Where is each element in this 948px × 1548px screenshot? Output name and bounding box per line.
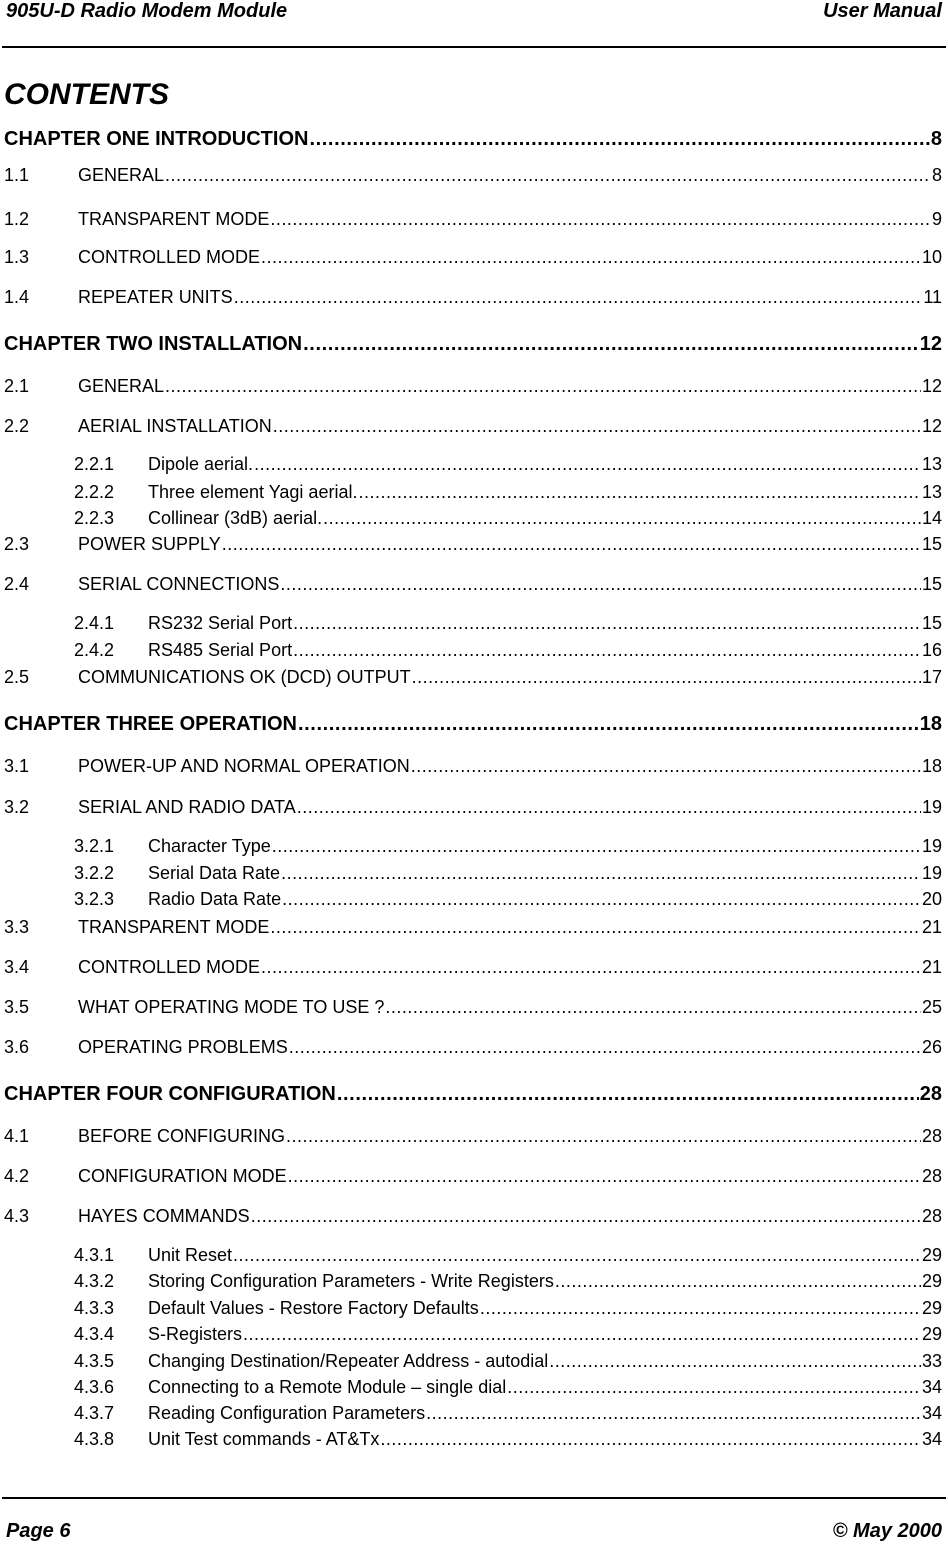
toc-page-number: 19 bbox=[921, 863, 942, 883]
toc-section-entry[interactable] bbox=[4, 914, 942, 938]
toc-entry-number: 3.6 bbox=[4, 1037, 30, 1057]
toc-page-number: 28 bbox=[921, 1166, 942, 1186]
toc-section-entry[interactable] bbox=[4, 413, 942, 437]
page-header bbox=[6, 0, 942, 26]
toc-dot-leader bbox=[480, 1297, 921, 1319]
toc-subsection-entry[interactable] bbox=[4, 860, 942, 884]
toc-page-number: 28 bbox=[921, 1126, 942, 1146]
toc-section-entry[interactable] bbox=[4, 794, 942, 818]
toc-dot-leader bbox=[293, 639, 921, 661]
toc-page-number: 25 bbox=[921, 997, 942, 1017]
toc-section-entry[interactable] bbox=[4, 954, 942, 978]
toc-page-number: 12 bbox=[919, 333, 942, 355]
toc-entry-number: 3.2.3 bbox=[74, 889, 115, 909]
page-title: CONTENTS bbox=[4, 78, 169, 111]
toc-entry-number: 1.4 bbox=[4, 287, 30, 307]
toc-entry-number: 1.2 bbox=[4, 209, 30, 229]
toc-page-number: 18 bbox=[919, 713, 942, 735]
toc-dot-leader bbox=[385, 996, 921, 1018]
toc-page-number: 19 bbox=[921, 797, 942, 817]
toc-entry-number: 2.3 bbox=[4, 534, 30, 554]
toc-entry-title: SERIAL AND RADIO DATA bbox=[78, 797, 296, 817]
toc-chapter-entry[interactable] bbox=[4, 331, 942, 355]
toc-dot-leader bbox=[282, 888, 921, 910]
toc-subsection-entry[interactable] bbox=[4, 637, 942, 661]
toc-entry-title: COMMUNICATIONS OK (DCD) OUTPUT bbox=[78, 667, 411, 687]
toc-page-number: 28 bbox=[921, 1206, 942, 1226]
toc-dot-leader bbox=[251, 1205, 921, 1227]
toc-entry-number: 3.3 bbox=[4, 917, 30, 937]
toc-page-number: 34 bbox=[921, 1429, 942, 1449]
toc-subsection-entry[interactable] bbox=[4, 1348, 942, 1372]
toc-entry-number: 4.3.1 bbox=[74, 1245, 115, 1265]
toc-page-number: 18 bbox=[921, 756, 942, 776]
toc-entry-title: Connecting to a Remote Module – single dial bbox=[148, 1377, 507, 1397]
toc-entry-title: CHAPTER ONE INTRODUCTION bbox=[4, 128, 309, 150]
toc-dot-leader bbox=[261, 956, 921, 978]
toc-entry-title: Three element Yagi aerial. bbox=[148, 482, 358, 502]
toc-entry-title: CONTROLLED MODE bbox=[78, 247, 261, 267]
toc-entry-number: 3.2.2 bbox=[74, 863, 115, 883]
toc-entry-title: Changing Destination/Repeater Address - autodial bbox=[148, 1351, 549, 1371]
toc-subsection-entry[interactable] bbox=[4, 451, 942, 475]
toc-entry-number: 4.3.4 bbox=[74, 1324, 115, 1344]
toc-page-number: 29 bbox=[921, 1245, 942, 1265]
toc-dot-leader bbox=[286, 1125, 921, 1147]
toc-dot-leader bbox=[507, 1376, 921, 1398]
toc-entry-number: 2.4 bbox=[4, 574, 30, 594]
toc-dot-leader bbox=[165, 375, 921, 397]
toc-subsection-entry[interactable] bbox=[4, 1268, 942, 1292]
toc-entry-title: Serial Data Rate bbox=[148, 863, 281, 883]
header-doc-type: User Manual bbox=[823, 0, 942, 22]
toc-page-number: 34 bbox=[921, 1403, 942, 1423]
toc-entry-title: RS232 Serial Port bbox=[148, 613, 293, 633]
toc-section-entry[interactable] bbox=[4, 373, 942, 397]
toc-entry-title: BEFORE CONFIGURING bbox=[78, 1126, 286, 1146]
toc-entry-number: 3.4 bbox=[4, 957, 30, 977]
toc-dot-leader bbox=[293, 612, 921, 634]
toc-page-number: 21 bbox=[921, 917, 942, 937]
toc-dot-leader bbox=[261, 246, 921, 268]
toc-entry-number: 4.3.2 bbox=[74, 1271, 115, 1291]
toc-page-number: 12 bbox=[921, 416, 942, 436]
toc-entry-title: AERIAL INSTALLATION bbox=[78, 416, 272, 436]
toc-entry-number: 4.3.5 bbox=[74, 1351, 115, 1371]
toc-entry-number: 1.1 bbox=[4, 165, 30, 185]
toc-chapter-entry[interactable] bbox=[4, 711, 942, 735]
toc-entry-number: 2.2 bbox=[4, 416, 30, 436]
toc-entry-number: 2.2.3 bbox=[74, 508, 115, 528]
toc-page-number: 9 bbox=[931, 209, 942, 229]
toc-dot-leader bbox=[358, 481, 921, 503]
toc-entry-title: Reading Configuration Parameters bbox=[148, 1403, 426, 1423]
footer-rule bbox=[2, 1497, 946, 1499]
toc-dot-leader bbox=[298, 713, 919, 735]
toc-dot-leader bbox=[165, 164, 931, 186]
toc-entry-title: REPEATER UNITS bbox=[78, 287, 233, 307]
toc-section-entry[interactable] bbox=[4, 994, 942, 1018]
toc-entry-title: S-Registers bbox=[148, 1324, 243, 1344]
toc-entry-title: GENERAL bbox=[78, 165, 165, 185]
toc-page-number: 26 bbox=[921, 1037, 942, 1057]
toc-entry-number: 2.1 bbox=[4, 376, 30, 396]
toc-entry-number: 4.3.3 bbox=[74, 1298, 115, 1318]
toc-section-entry[interactable] bbox=[4, 1034, 942, 1058]
toc-page-number: 15 bbox=[921, 534, 942, 554]
toc-page-number: 21 bbox=[921, 957, 942, 977]
toc-entry-number: 3.5 bbox=[4, 997, 30, 1017]
header-rule bbox=[2, 46, 946, 48]
toc-page-number: 33 bbox=[921, 1351, 942, 1371]
toc-page-number: 8 bbox=[931, 165, 942, 185]
toc-entry-number: 2.5 bbox=[4, 667, 30, 687]
toc-section-entry[interactable] bbox=[4, 571, 942, 595]
toc-section-entry[interactable] bbox=[4, 1203, 942, 1227]
toc-page-number: 29 bbox=[921, 1324, 942, 1344]
toc-section-entry[interactable] bbox=[4, 206, 942, 230]
toc-entry-number: 2.2.2 bbox=[74, 482, 115, 502]
toc-entry-number: 3.2.1 bbox=[74, 836, 115, 856]
toc-page-number: 11 bbox=[923, 287, 942, 307]
toc-entry-title: Collinear (3dB) aerial. bbox=[148, 508, 323, 528]
toc-entry-title: Unit Reset bbox=[148, 1245, 233, 1265]
page-footer bbox=[6, 1520, 942, 1546]
toc-page-number: 12 bbox=[921, 376, 942, 396]
toc-dot-leader bbox=[323, 507, 921, 529]
toc-page-number: 29 bbox=[921, 1298, 942, 1318]
toc-section-entry[interactable] bbox=[4, 244, 942, 268]
toc-entry-title: GENERAL bbox=[78, 376, 165, 396]
toc-dot-leader bbox=[337, 1083, 919, 1105]
toc-dot-leader bbox=[288, 1165, 921, 1187]
toc-dot-leader bbox=[281, 862, 921, 884]
toc-entry-number: 1.3 bbox=[4, 247, 30, 267]
toc-page-number: 34 bbox=[921, 1377, 942, 1397]
toc-entry-title: CHAPTER THREE OPERATION bbox=[4, 713, 297, 735]
toc-subsection-entry[interactable] bbox=[4, 479, 942, 503]
toc-entry-title: CHAPTER FOUR CONFIGURATION bbox=[4, 1083, 336, 1105]
toc-subsection-entry[interactable] bbox=[4, 833, 942, 857]
toc-entry-number: 4.2 bbox=[4, 1166, 30, 1186]
toc-dot-leader bbox=[234, 286, 923, 308]
toc-page-number: 16 bbox=[921, 640, 942, 660]
toc-section-entry[interactable] bbox=[4, 162, 942, 186]
toc-page-number: 28 bbox=[919, 1083, 942, 1105]
toc-entry-number: 4.3.6 bbox=[74, 1377, 115, 1397]
toc-page-number: 13 bbox=[921, 454, 942, 474]
toc-entry-title: TRANSPARENT MODE bbox=[78, 209, 270, 229]
toc-entry-number: 2.2.1 bbox=[74, 454, 115, 474]
toc-dot-leader bbox=[254, 453, 921, 475]
toc-page-number: 29 bbox=[921, 1271, 942, 1291]
toc-dot-leader bbox=[380, 1428, 921, 1450]
footer-date: © May 2000 bbox=[832, 1520, 942, 1542]
toc-dot-leader bbox=[222, 533, 921, 555]
toc-dot-leader bbox=[243, 1323, 921, 1345]
toc-dot-leader bbox=[549, 1350, 921, 1372]
toc-chapter-entry[interactable] bbox=[4, 1081, 942, 1105]
toc-page-number: 14 bbox=[921, 508, 942, 528]
toc-entry-title: Unit Test commands - AT&Tx bbox=[148, 1429, 380, 1449]
toc-entry-title: Character Type bbox=[148, 836, 271, 856]
toc-subsection-entry[interactable] bbox=[4, 1321, 942, 1345]
toc-section-entry[interactable] bbox=[4, 664, 942, 688]
toc-dot-leader bbox=[270, 208, 931, 230]
toc-entry-number: 4.3.8 bbox=[74, 1429, 115, 1449]
toc-dot-leader bbox=[272, 835, 921, 857]
toc-dot-leader bbox=[426, 1402, 921, 1424]
toc-dot-leader bbox=[309, 128, 929, 150]
toc-section-entry[interactable] bbox=[4, 1123, 942, 1147]
toc-section-entry[interactable] bbox=[4, 531, 942, 555]
toc-dot-leader bbox=[411, 755, 921, 777]
toc-entry-title: WHAT OPERATING MODE TO USE ? bbox=[78, 997, 385, 1017]
toc-chapter-entry[interactable] bbox=[4, 126, 942, 150]
toc-subsection-entry[interactable] bbox=[4, 1426, 942, 1450]
toc-dot-leader bbox=[280, 573, 921, 595]
toc-entry-title: CHAPTER TWO INSTALLATION bbox=[4, 333, 303, 355]
toc-entry-title: CONFIGURATION MODE bbox=[78, 1166, 287, 1186]
toc-section-entry[interactable] bbox=[4, 753, 942, 777]
toc-entry-number: 4.3.7 bbox=[74, 1403, 115, 1423]
toc-subsection-entry[interactable] bbox=[4, 1242, 942, 1266]
toc-subsection-entry[interactable] bbox=[4, 886, 942, 910]
toc-entry-title: HAYES COMMANDS bbox=[78, 1206, 250, 1226]
toc-subsection-entry[interactable] bbox=[4, 610, 942, 634]
toc-entry-number: 2.4.1 bbox=[74, 613, 115, 633]
toc-page-number: 10 bbox=[921, 247, 942, 267]
toc-page-number: 13 bbox=[921, 482, 942, 502]
toc-entry-title: POWER SUPPLY bbox=[78, 534, 221, 554]
toc-section-entry[interactable] bbox=[4, 1163, 942, 1187]
toc-entry-title: OPERATING PROBLEMS bbox=[78, 1037, 288, 1057]
toc-entry-number: 2.4.2 bbox=[74, 640, 115, 660]
toc-dot-leader bbox=[233, 1244, 921, 1266]
toc-page-number: 15 bbox=[921, 613, 942, 633]
toc-subsection-entry[interactable] bbox=[4, 1295, 942, 1319]
toc-entry-title: CONTROLLED MODE bbox=[78, 957, 261, 977]
toc-entry-title: Dipole aerial. bbox=[148, 454, 254, 474]
toc-page-number: 20 bbox=[921, 889, 942, 909]
toc-entry-title: TRANSPARENT MODE bbox=[78, 917, 270, 937]
toc-page-number: 15 bbox=[921, 574, 942, 594]
footer-page-number: Page 6 bbox=[6, 1520, 71, 1542]
toc-dot-leader bbox=[273, 415, 921, 437]
toc-entry-title: RS485 Serial Port bbox=[148, 640, 293, 660]
toc-entry-title: POWER-UP AND NORMAL OPERATION bbox=[78, 756, 410, 776]
toc-entry-title: Radio Data Rate bbox=[148, 889, 282, 909]
toc-page-number: 17 bbox=[921, 667, 942, 687]
toc-subsection-entry[interactable] bbox=[4, 505, 942, 529]
toc-entry-title: Default Values - Restore Factory Defaults bbox=[148, 1298, 479, 1318]
toc-entry-title: Storing Configuration Parameters - Write Registers bbox=[148, 1271, 554, 1291]
toc-dot-leader bbox=[412, 666, 921, 688]
toc-page-number: 19 bbox=[921, 836, 942, 856]
toc-dot-leader bbox=[270, 916, 921, 938]
toc-entry-number: 3.1 bbox=[4, 756, 30, 776]
header-title: 905U-D Radio Modem Module bbox=[6, 0, 288, 22]
toc-dot-leader bbox=[297, 796, 921, 818]
toc-subsection-entry[interactable] bbox=[4, 1400, 942, 1424]
toc-dot-leader bbox=[555, 1270, 921, 1292]
toc-subsection-entry[interactable] bbox=[4, 1374, 942, 1398]
toc-entry-title: SERIAL CONNECTIONS bbox=[78, 574, 280, 594]
toc-dot-leader bbox=[289, 1036, 921, 1058]
toc-entry-number: 3.2 bbox=[4, 797, 30, 817]
toc-section-entry[interactable] bbox=[4, 284, 942, 308]
toc-entry-number: 4.1 bbox=[4, 1126, 30, 1146]
toc-page-number: 8 bbox=[930, 128, 942, 150]
toc-entry-number: 4.3 bbox=[4, 1206, 30, 1226]
toc-dot-leader bbox=[303, 333, 919, 355]
